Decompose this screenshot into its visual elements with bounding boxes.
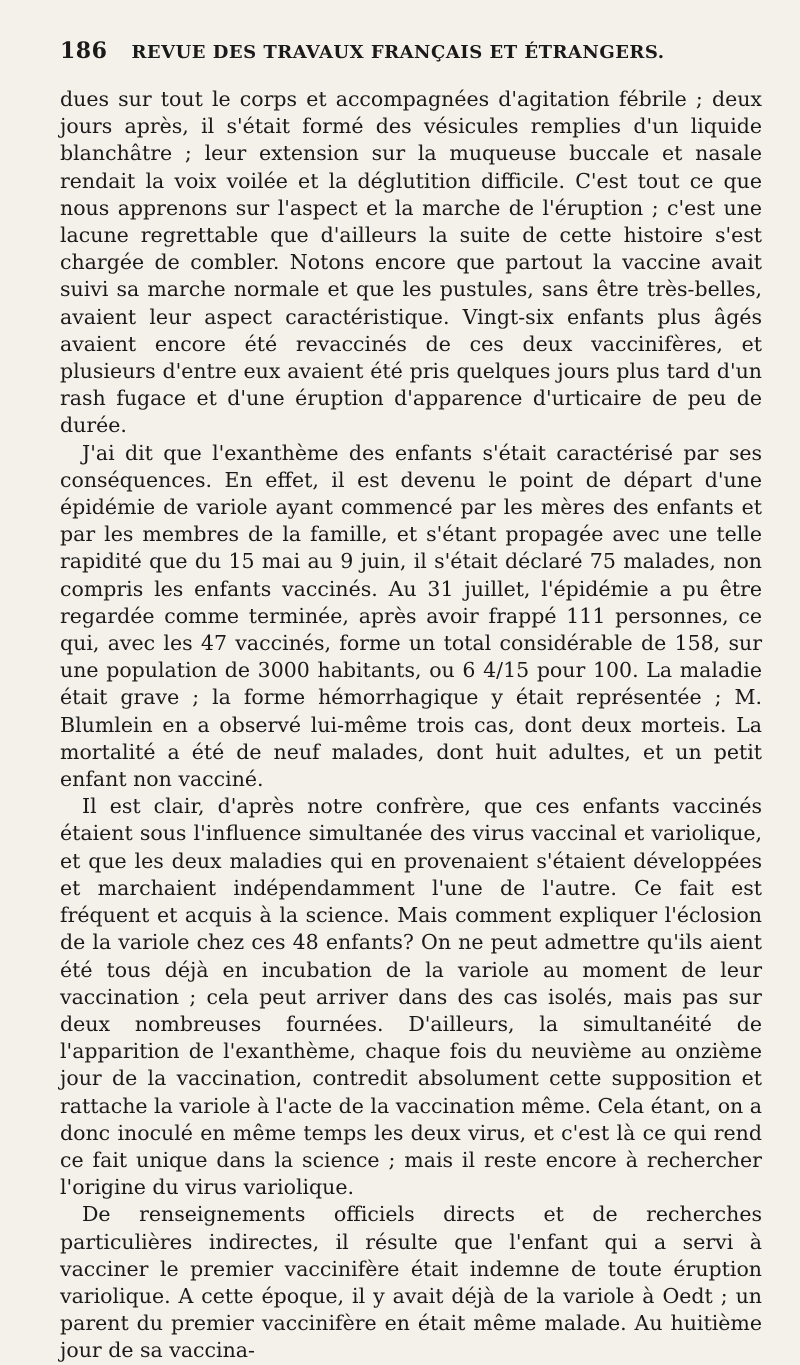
paragraph-continuation: dues sur tout le corps et accompagnées d'agitation fébrile ; deux jours après, il s'était formé des vésicules remplies d'un liquide blanchâtre ; leur extension sur la muqueuse buccale et nasale rendait la voix voilée et la déglutition difficile. C'est tout ce que nous apprenons sur l'aspect et la marche de l'éruption ; c'est une lacune regrettable que d'ailleurs la suite de cette histoire s'est chargée de combler. Notons encore que partout la vaccine avait suivi sa marche normale et que les pustules, sans être très-belles, avaient leur aspect caractéristique. Vingt-six enfants plus âgés avaient encore été revaccinés de ces deux vaccinifères, et plusieurs d'entre eux avaient été pris quelques jours plus tard d'un rash fugace et d'une éruption d'apparence d'urticaire de peu de durée. (60, 87, 762, 438)
page-number: 186 (60, 38, 108, 64)
running-title: REVUE DES TRAVAUX FRANÇAIS ET ÉTRANGERS. (131, 42, 665, 63)
running-header (60, 38, 762, 86)
paragraph: J'ai dit que l'exanthème des enfants s'était caractérisé par ses conséquences. En effet, il est devenu le point de départ d'une épidémie de variole ayant commencé par les mères des enfants et par les membres de la famille, et s'étant propagée avec une telle rapidité que du 15 mai au 9 juin, il s'était déclaré 75 malades, non compris les enfants vaccinés. Au 31 juillet, l'épidémie a pu être regardée comme terminée, après avoir frappé 111 personnes, ce qui, avec les 47 vaccinés, forme un total considérable de 158, sur une population de 3000 habitants, ou 6 4/15 pour 100. La maladie était grave ; la forme hémorrhagique y était représentée ; M. Blumlein en a observé lui-même trois cas, dont deux morteis. La mortalité a été de neuf malades, dont huit adultes, et un petit enfant non vacciné. (60, 440, 762, 792)
body-text (60, 86, 762, 1365)
paragraph: De renseignements officiels directs et de recherches particulières indirectes, il résulte que l'enfant qui a servi à vacciner le premier vaccinifère était indemne de toute éruption variolique. A cette époque, il y avait déjà de la variole à Oedt ; un parent du premier vaccinifère en était même malade. Au huitième jour de sa vaccina- (60, 1202, 762, 1363)
paragraph: Il est clair, d'après notre confrère, que ces enfants vaccinés étaient sous l'influence simultanée des virus vaccinal et variolique, et que les deux maladies qui en provenaient s'étaient développées et marchaient indépendamment l'une de l'autre. Ce fait est fréquent et acquis à la science. Mais comment expliquer l'éclosion de la variole chez ces 48 enfants? On ne peut admettre qu'ils aient été tous déjà en incubation de la variole au moment de leur vaccination ; cela peut arriver dans des cas isolés, mais pas sur deux nombreuses fournées. D'ailleurs, la simultanéité de l'apparition de l'exanthème, chaque fois du neuvième au onzième jour de la vaccination, contredit absolument cette supposition et rattache la variole à l'acte de la vaccination même. Cela étant, on a donc inoculé en même temps les deux virus, et c'est là ce qui rend ce fait unique dans la science ; mais il reste encore à rechercher l'origine du virus variolique. (60, 794, 762, 1200)
